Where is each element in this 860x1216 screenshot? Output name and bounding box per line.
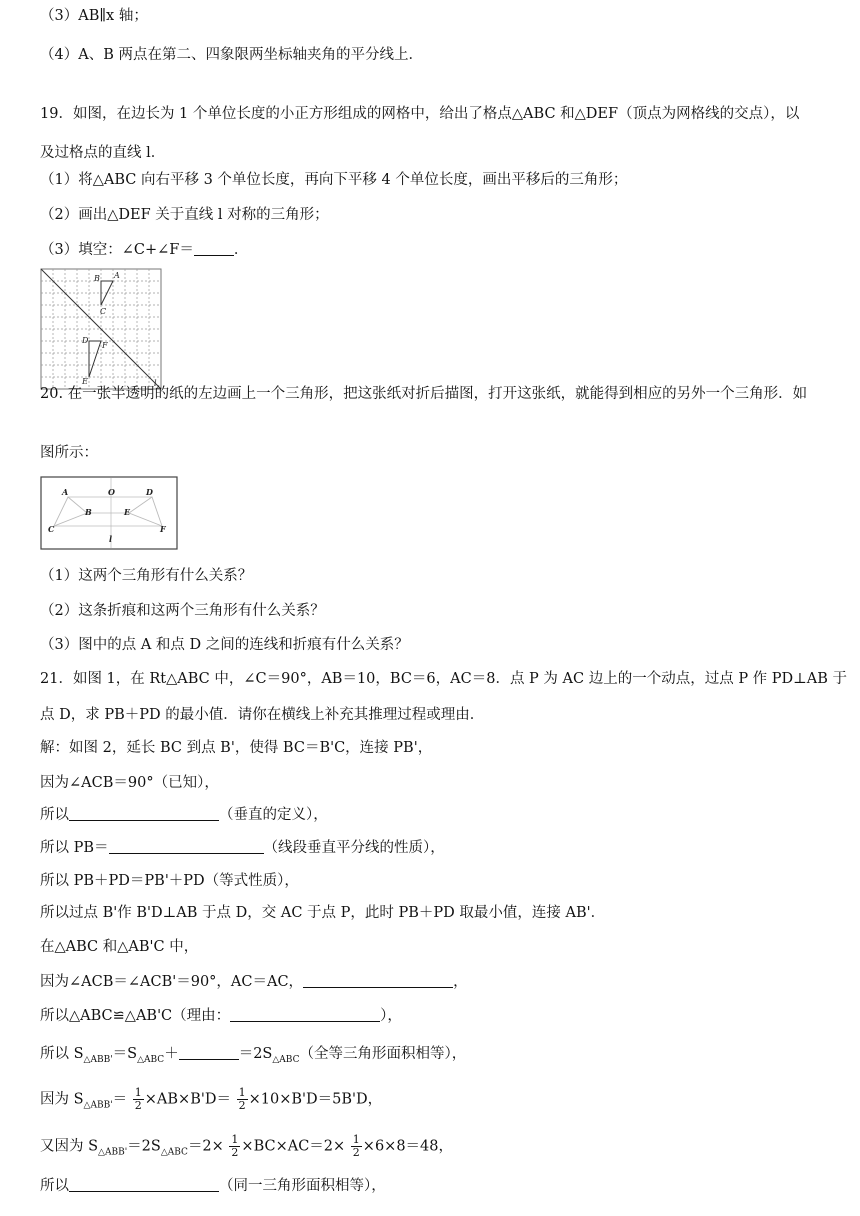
solution-line-8: 因为∠ACB＝∠ACB'＝90°，AC＝AC， ，: [40, 974, 468, 990]
label-d: D: [146, 487, 153, 497]
q20-sub-2: （2）这条折痕和这两个三角形有什么关系？: [40, 603, 325, 619]
fraction-half: $\frac{1}{2}$: [238, 1086, 246, 1112]
fraction-half: $\frac{1}{2}$: [231, 1133, 239, 1159]
line-item-4: （4）A、B 两点在第二、四象限两坐标轴夹角的平分线上．: [40, 47, 423, 63]
label-a: A: [114, 271, 120, 280]
label-c: C: [48, 524, 55, 534]
label-o: O: [108, 487, 115, 497]
fraction-half: $\frac{1}{2}$: [352, 1133, 360, 1159]
solution-line-6: 所以过点 B'作 B'D⊥AB 于点 D，交 AC 于点 P，此时 PB＋PD 取最小值，连接 AB'．: [40, 905, 606, 921]
solution-line-13: 所以 （同一三角形面积相等），: [40, 1178, 386, 1194]
answer-blank[interactable]: [179, 1044, 239, 1060]
solution-line-1: 解：如图 2，延长 BC 到点 B'，使得 BC＝B'C，连接 PB'，: [40, 740, 433, 756]
q20-stem-2: 图所示：: [40, 445, 98, 461]
solution-line-3: 所以 （垂直的定义），: [40, 807, 328, 823]
q19-sub-1: （1）将△ABC 向右平移 3 个单位长度，再向下平移 4 个单位长度，画出平移后的三角形；: [40, 172, 628, 188]
label-l: l: [109, 534, 113, 544]
label-e: E: [124, 507, 131, 517]
solution-line-12: 又因为 $S_{\triangle ABB'}=2S_{\triangle ABC}=2\times$ $\frac{1}{2}$ ×BC×AC＝2× $\frac{1}{2}$ ×6×8＝48，: [40, 1133, 453, 1159]
q20-sub-1: （1）这两个三角形有什么关系？: [40, 568, 253, 584]
q20-stem-1: 20. 在一张半透明的纸的左边画上一个三角形，把这张纸对折后描图，打开这张纸，就能得到相应的另外一个三角形．如: [40, 386, 808, 402]
solution-line-10: 所以 $S_{\triangle ABB'}=S_{\triangle ABC}+ =2S_{\triangle ABC}$（全等三角形面积相等），: [40, 1046, 467, 1065]
line-item-3: （3）AB∥x 轴；: [40, 8, 148, 24]
q19-sub-3: （3）填空：∠C+∠F＝ ．: [40, 242, 249, 258]
label-d: D: [82, 336, 89, 345]
label-e: E: [82, 377, 88, 386]
solution-line-4: 所以 PB＝ （线段垂直平分线的性质），: [40, 840, 445, 856]
fold-figure: [40, 476, 178, 550]
q21-stem-2: 点 D，求 PB＋PD 的最小值．请你在横线上补充其推理过程或理由．: [40, 707, 485, 723]
grid-figure: [40, 268, 162, 390]
q19-sub-2: （2）画出△DEF 关于直线 l 对称的三角形；: [40, 207, 329, 223]
answer-blank[interactable]: [230, 1006, 380, 1022]
solution-line-5: 所以 PB＋PD＝PB'＋PD（等式性质），: [40, 873, 299, 889]
answer-blank[interactable]: [69, 805, 219, 821]
q19-stem-2: 及过格点的直线 l．: [40, 145, 166, 161]
answer-blank[interactable]: [109, 838, 264, 854]
fraction-half: $\frac{1}{2}$: [134, 1086, 142, 1112]
q20-sub-3: （3）图中的点 A 和点 D 之间的连线和折痕有什么关系？: [40, 637, 409, 653]
solution-line-7: 在△ABC 和△AB'C 中，: [40, 939, 199, 955]
label-b: B: [94, 274, 100, 283]
label-b: B: [85, 507, 92, 517]
solution-line-9: 所以△ABC≌△AB'C（理由： ），: [40, 1008, 402, 1024]
label-f: F: [102, 341, 108, 350]
label-f: F: [160, 524, 166, 534]
label-l: l: [154, 379, 157, 388]
q19-stem-1: 19．如图，在边长为 1 个单位长度的小正方形组成的网格中，给出了格点△ABC 和△DEF（顶点为网格线的交点），以: [40, 106, 800, 122]
q21-stem-1: 21．如图 1，在 Rt△ABC 中，∠C＝90°，AB＝10，BC＝6，AC＝8．点 P 为 AC 边上的一个动点，过点 P 作 PD⊥AB 于: [40, 671, 848, 687]
label-a: A: [62, 487, 69, 497]
solution-line-11: 因为 $S_{\triangle ABB'}=$ $\frac{1}{2}$ ×AB×B'D＝ $\frac{1}{2}$ ×10×B'D＝5B'D，: [40, 1086, 383, 1112]
solution-line-2: 因为∠ACB＝90°（已知），: [40, 775, 219, 791]
answer-blank[interactable]: [194, 240, 234, 256]
label-c: C: [100, 307, 107, 316]
answer-blank[interactable]: [69, 1176, 219, 1192]
answer-blank[interactable]: [303, 972, 453, 988]
